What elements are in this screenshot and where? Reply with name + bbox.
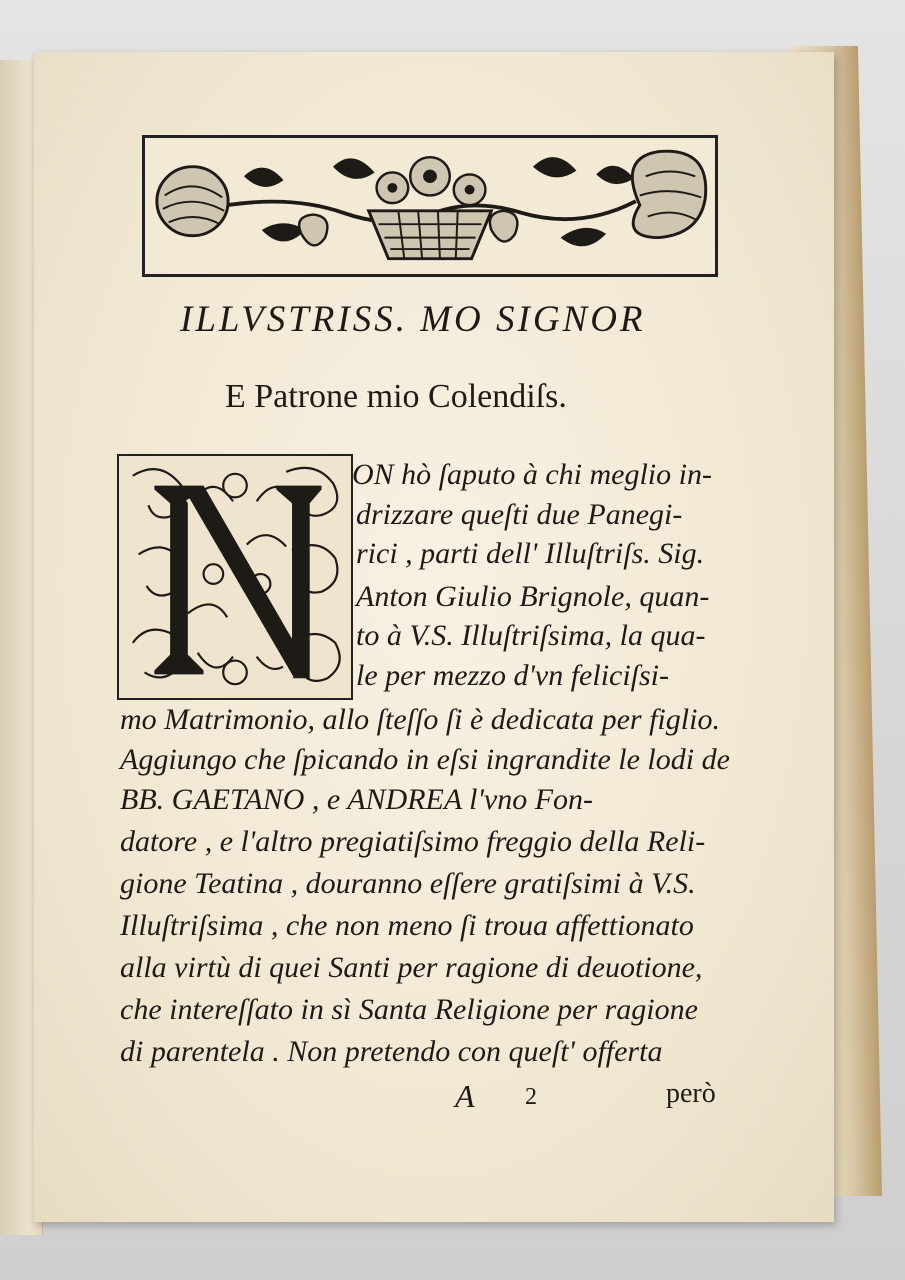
body-line: rici , parti dell' Illuſtriſs. Sig. <box>356 537 705 570</box>
body-line: to à V.S. Illuſtriſsima, la qua- <box>356 619 706 652</box>
body-line: le per mezzo d'vn feliciſsi- <box>356 659 670 692</box>
body-line: mo Matrimonio, allo ſteſſo ſi è dedicata per figlio. <box>120 703 720 736</box>
body-line: datore , e l'altro pregiatiſsimo freggio della Reli- <box>120 825 706 858</box>
body-line: drizzare queſti due Panegi- <box>356 498 683 531</box>
catchword: però <box>666 1078 716 1109</box>
body-line: alla virtù di quei Santi per ragione di deuotione, <box>120 951 703 984</box>
body-line: ON hò ſaputo à chi meglio in- <box>352 458 712 491</box>
dedication-title: ILLVSTRISS. MO SIGNOR <box>180 299 646 340</box>
body-line: di parentela . Non pretendo con queſt' offerta <box>120 1035 663 1068</box>
body-line: gione Teatina , douranno eſſere gratiſsimi à V.S. <box>120 867 696 900</box>
fruit-basket-woodcut-icon <box>142 135 718 277</box>
signature-number: 2 <box>525 1084 537 1110</box>
signature-mark: A <box>455 1078 475 1114</box>
body-line: Aggiungo che ſpicando in eſsi ingrandite le lodi de <box>120 743 730 776</box>
dedication-subtitle: E Patrone mio Colendiſs. <box>225 378 567 415</box>
body-line: che intereſſato in sì Santa Religione per ragione <box>120 993 698 1026</box>
body-line: BB. GAETANO , e ANDREA l'vno Fon- <box>120 783 594 816</box>
body-line: Illuſtriſsima , che non meno ſi troua affettionato <box>120 909 694 942</box>
body-line: Anton Giulio Brignole, quan- <box>356 580 710 613</box>
decorated-initial-icon <box>117 454 353 700</box>
